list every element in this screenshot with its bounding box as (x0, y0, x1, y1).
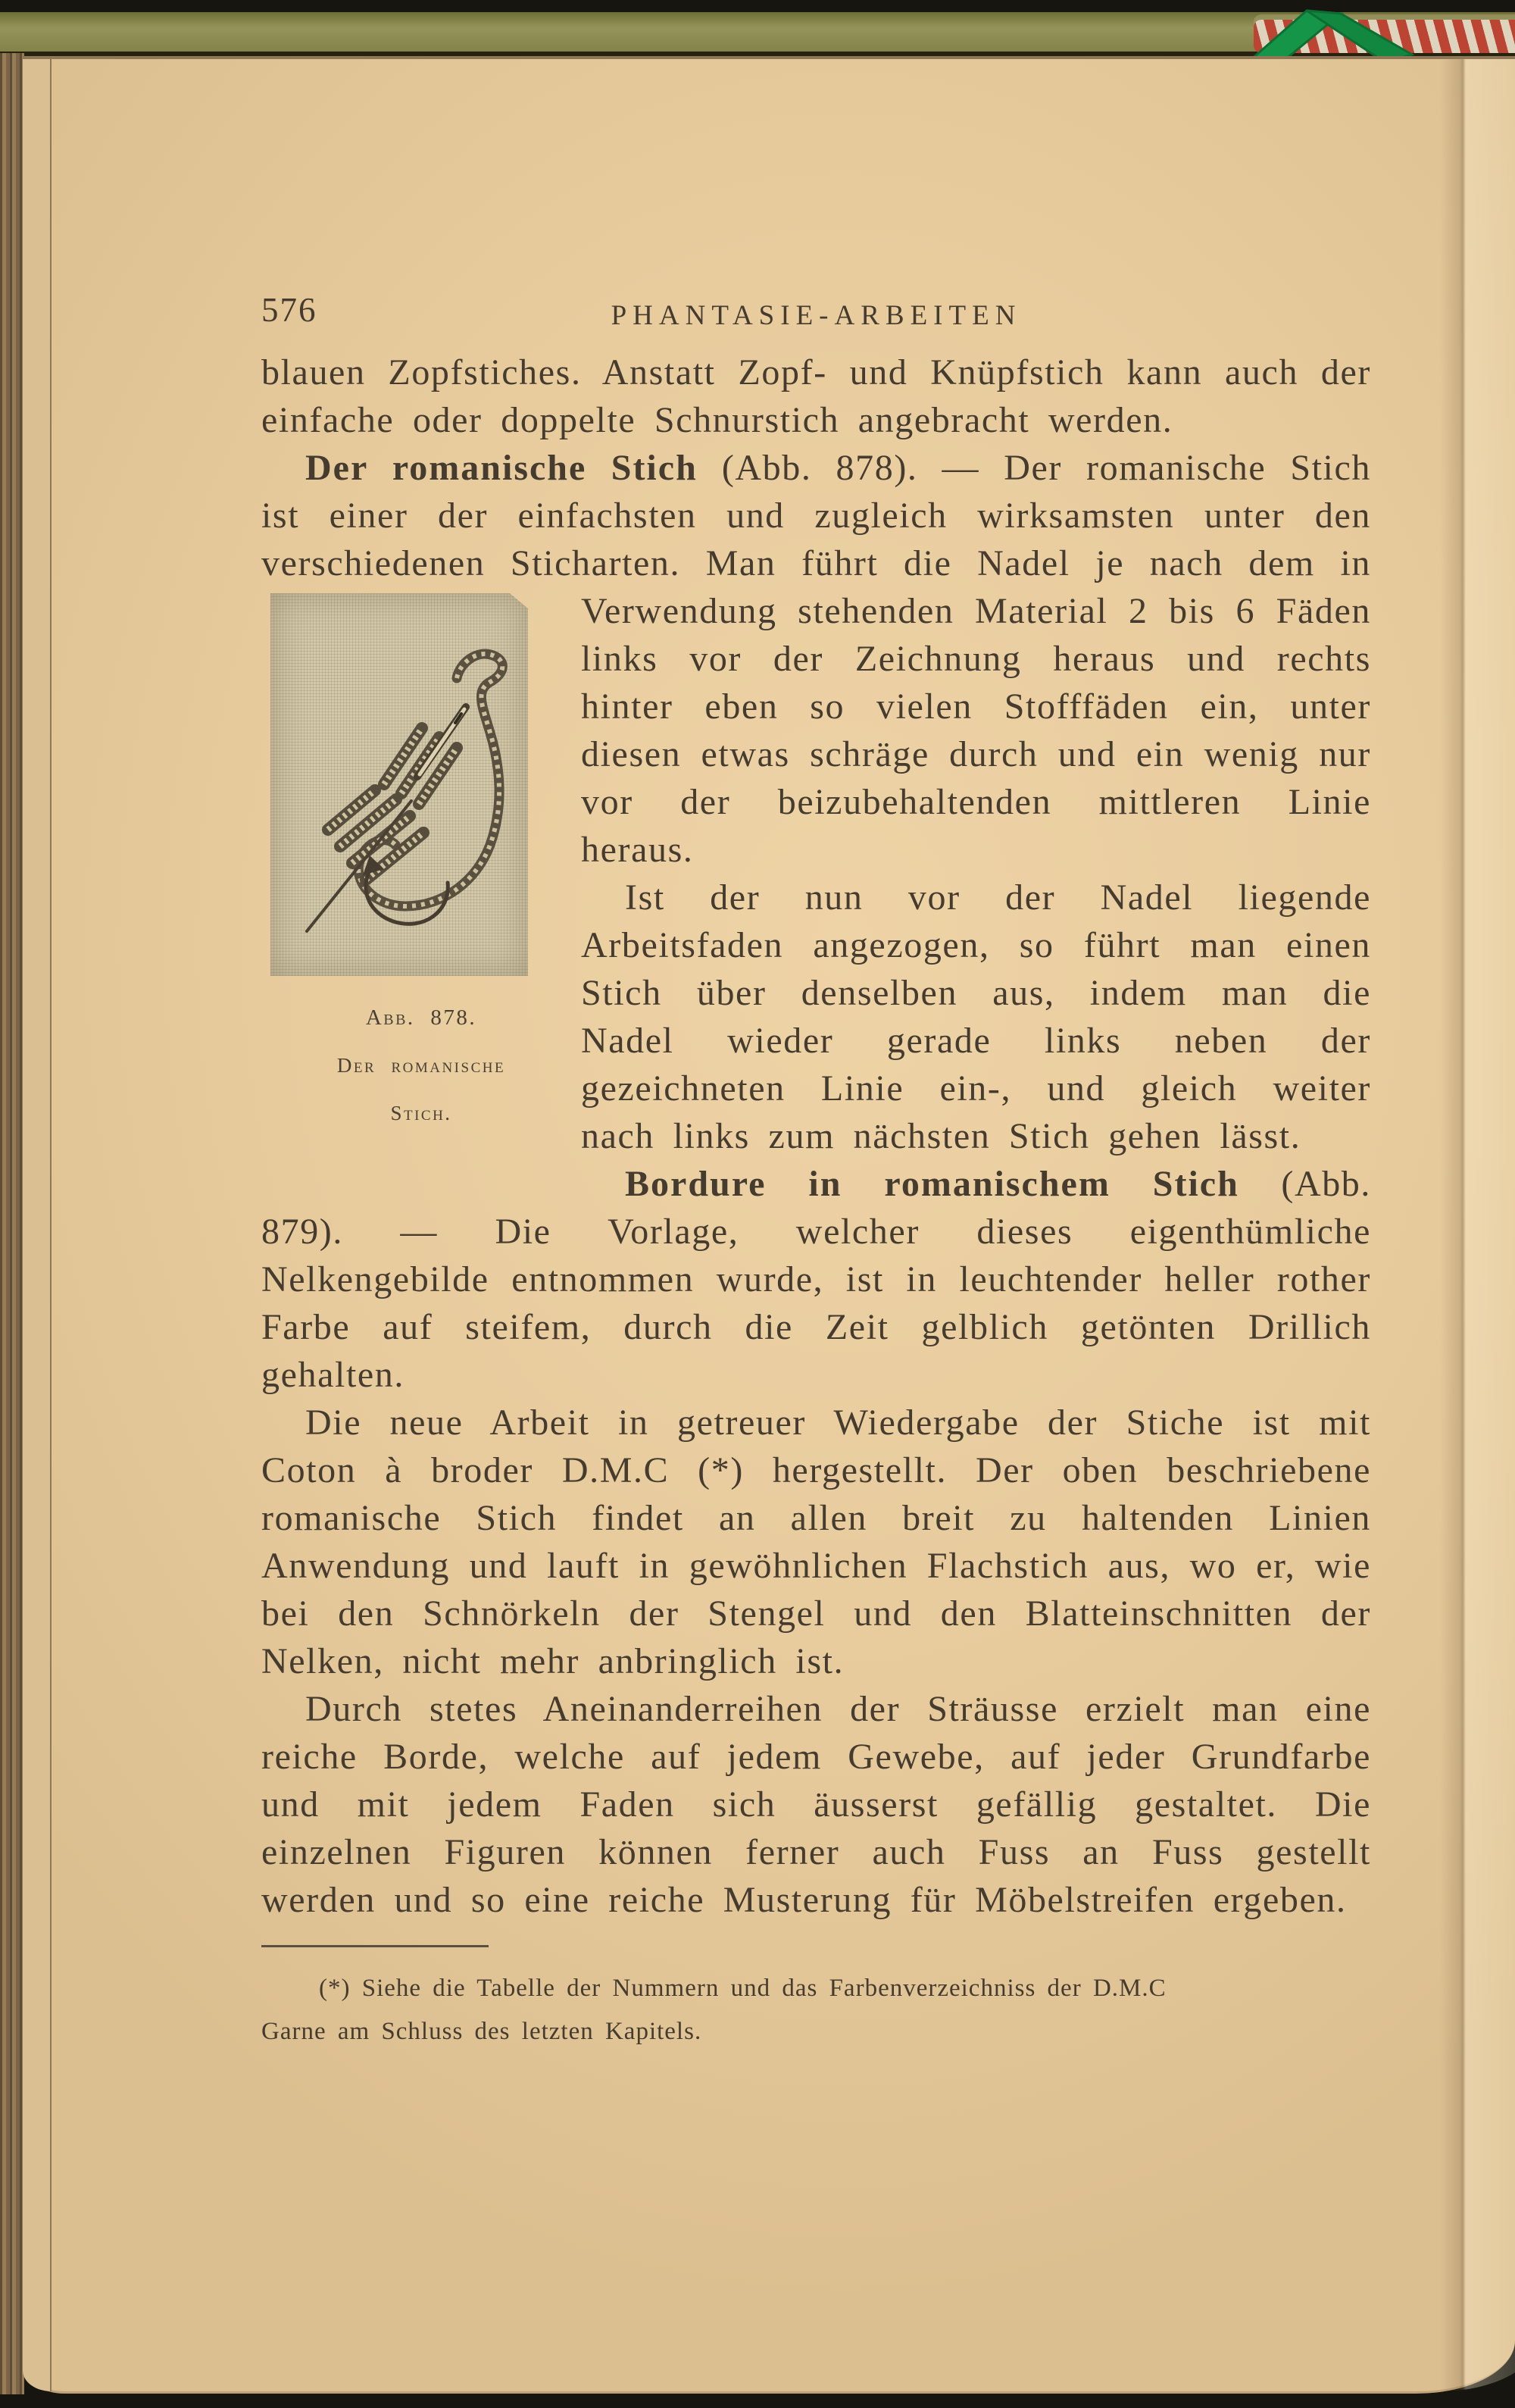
running-header: PHANTASIE-ARBEITEN (611, 300, 1022, 331)
footnote-line-2: Garne am Schluss des letzten Kapitels. (261, 2018, 702, 2045)
paragraph-text-wrapped: links vor der Zeichnung heraus und rechts hinter eben so vielen Stofffäden ein, unter diesen etwas schräge durch und ein wenig nur vor der beizubehaltenden mittleren Linie heraus. (581, 639, 1371, 870)
paragraph-continuation: blauen Zopfstiches. Anstatt Zopf- und Knüpfstich kann auch der einfache oder doppelte Schnurstich angebracht werden. (261, 352, 1371, 440)
paragraph-bordure (261, 1160, 1371, 1399)
footnote-separator (261, 1945, 489, 1947)
figure-caption-title-line2: Stich. (390, 1102, 452, 1124)
paragraph-text: (Abb. 878). — Der romanische Stich ist einer der einfachsten und zugleich wirksamsten unter den verschiedenen Sticharten. Man führt die Nadel je nach dem in Verwendung stehenden Material 2 bis 6 Fäden (261, 448, 1371, 631)
paragraph-lead-bold: Bordure in romanischem Stich (625, 1164, 1239, 1204)
direction-arrow-icon (363, 855, 448, 924)
needle-point (307, 801, 411, 931)
page-fold-line (1440, 59, 1515, 2391)
footnote (261, 1967, 1371, 2053)
figure-abb-878 (270, 593, 528, 1137)
paragraph-lead-bold: Der romanische Stich (305, 448, 698, 488)
footnote-line-1: (*) Siehe die Tabelle der Nummern und das Farbenverzeichniss der D.M.C (319, 1975, 1167, 2002)
figure-caption-title-line1: Der romanische (336, 1054, 506, 1077)
paragraph-ist-der-nun: Ist der nun vor der Nadel liegende Arbeitsfaden angezogen, so führt man einen Stich über denselben aus, indem man die Nadel wieder gerade links neben der gezeichneten Linie ein-, und gleich weiter nach links zum nächsten Stich gehen lässt. (581, 877, 1371, 1156)
page-content (23, 59, 1371, 2053)
paragraph-durch-stetes: Durch stetes Aneinanderreihen der Sträusse erzielt man eine reiche Borde, welche auf jedem Gewebe, auf jeder Grundfarbe und mit jedem Faden sich äusserst gefällig gestaltet. Die einzelnen Figuren können ferner auch Fuss an Fuss gestellt werden und so eine reiche Musterung für Möbelstreifen ergeben. (261, 1689, 1371, 1920)
paragraph-text: (Abb. 879). — Die Vorlage, welcher dieses eigenthümliche Nelkengebilde entnommen wurde, ist in leuchtender heller rother Farbe auf steifem, durch die Zeit gelblich getönten Drillich gehalten. (261, 1164, 1372, 1395)
figure-caption (270, 994, 528, 1137)
page-header (261, 286, 1371, 331)
figure-caption-number: Abb. 878. (365, 1005, 477, 1030)
book-page (23, 56, 1515, 2394)
paragraph-die-neue-arbeit: Die neue Arbeit in getreuer Wiedergabe der Stiche ist mit Coton à broder D.M.C (*) hergestellt. Der oben beschriebene romanische Stich findet an allen breit zu haltenden Linien Anwendung und lauft in gewöhnlichen Flachstich aus, wo er, wie bei den Schnörkeln der Stengel und den Blatteinschnitten der Nelken, nicht mehr anbringlich ist. (261, 1403, 1371, 1681)
stitch-engraving-illustration (270, 593, 528, 976)
page-edges (0, 53, 24, 2394)
page-number: 576 (261, 291, 317, 329)
